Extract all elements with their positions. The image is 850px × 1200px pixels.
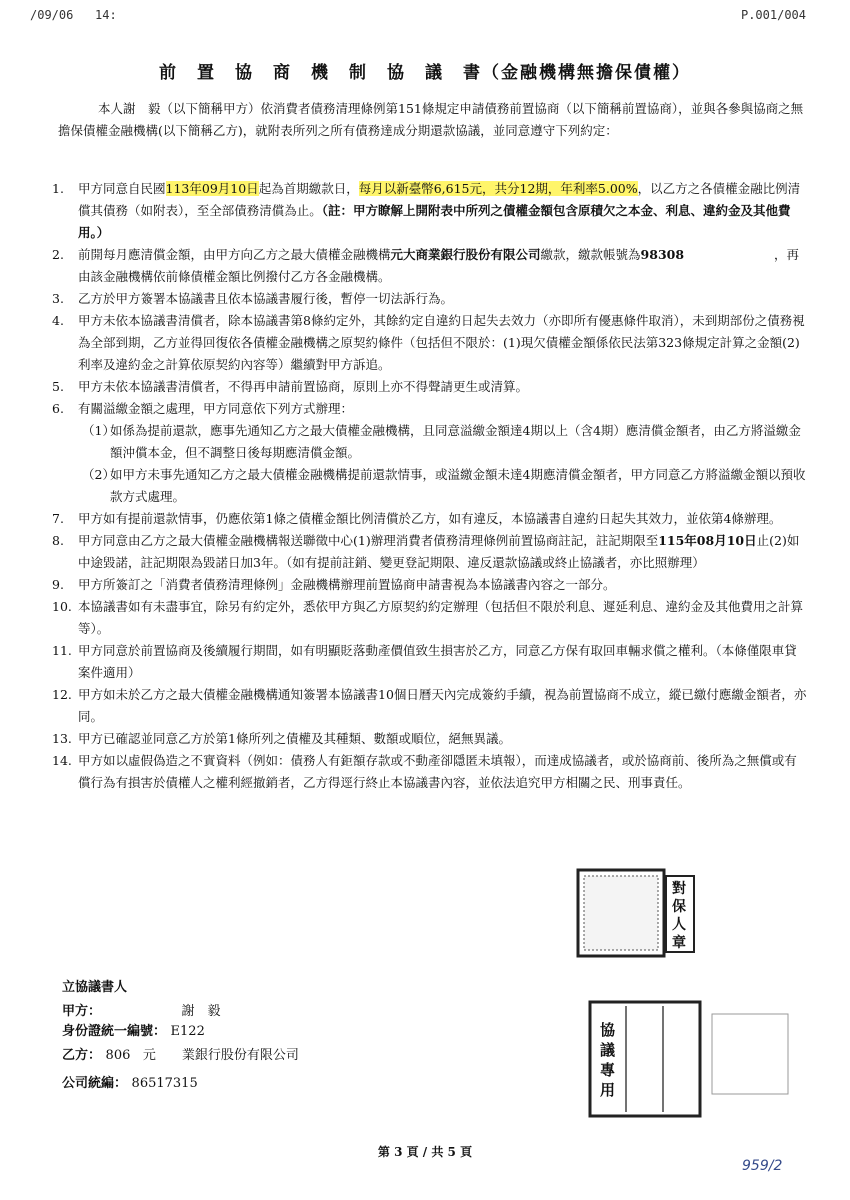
bank-seal-stamp [588,1000,793,1120]
item-2: 2. 前開每月應清償金額，由甲方向乙方之最大債權金融機構元大商業銀行股份有限公司繳款，繳款帳號為98308 ，再由該金融機構依前條債權金額比例撥付乙方各金融機構。 [58,244,808,288]
fax-header-page: P.001/004 [740,8,806,22]
item-6: 6. 有關溢繳金額之處理，甲方同意依下列方式辦理： [52,401,354,416]
payment-terms: 每月以新臺幣6,615元，共分12期，年利率5.00% [358,181,638,196]
item-3: 3. 乙方於甲方簽署本協議書且依本協議書履行後，暫停一切法訴行為。 [52,291,454,306]
company-number-value: 86517315 [131,1076,198,1091]
account-number: 98308 [640,247,685,262]
id-number-row: 身份證統一編號： E122 [62,1024,205,1039]
company-number-row: 公司統編： 86517315 [62,1076,198,1091]
bank-name: 元大商業銀行股份有限公司 [390,247,541,262]
item-9: 9. 甲方所簽訂之「消費者債務清理條例」金融機構辦理前置協商申請書視為本協議書內容之一部分。 [52,577,616,592]
signatories-heading: 立協議書人 [62,980,128,995]
item-8: 8. 甲方同意由乙方之最大債權金融機構報送聯徵中心(1)辦理消費者債務清理條例前置協商註記，註記期限至115年08月10日止(2)如中途毀諾，註記期限為毀諾日加3年。（如有提前註銷、變更登記期限、違反還款協議或終止協議者，亦比照辦理） [52,533,800,570]
party-b-row: 乙方： 806 元 業銀行股份有限公司 [62,1048,299,1063]
item-7: 7. 甲方如有提前還款情事，仍應依第1條之債權金額比例清償於乙方，如有違反，本協議書自違約日起失其效力，並依第4條辦理。 [52,511,782,526]
first-payment-date: 113年09月10日 [165,181,259,196]
page-number: 第 3 頁 / 共 5 頁 [377,1145,473,1159]
party-a-name: 謝 毅 [181,1004,221,1019]
document-title: 前 置 協 商 機 制 協 議 書（金融機構無擔保債權） [159,63,691,83]
item-13: 13. 甲方已確認並同意乙方於第1條所列之債權及其種類、數額或順位，絕無異議。 [52,731,511,746]
id-number-value: E122 [170,1024,205,1039]
fax-header-date: /09/06 14: [30,8,117,22]
item-6-sub-1: （1） 如係為提前還款，應事先通知乙方之最大債權金融機構，且同意溢繳金額達4期以上（含4期）應清償金額者，由乙方將溢繳金額沖償本金，但不調整日後每期應清償金額。 [82,423,801,460]
item-11: 11. 甲方同意於前置協商及後續履行期間，如有明顯貶落動產價值致生損害於乙方，同意乙方保有取回車輛求償之權利。（本條僅限車貸案件適用） [52,643,797,680]
guarantor-seal-label: 對保人章 [672,881,686,951]
bank-seal-label: 協議專用 [600,1021,616,1099]
item-4: 4. 甲方未依本協議書清償者，除本協議書第8條約定外，其餘約定自違約日起失去效力（亦即所有優惠條件取消），未到期部份之債務視為全部到期，乙方並得回復依各債權金融機構之原契約條件（包括但不限於：(1)現欠債權金額係依民法第323條規定計算之金額(2)利率及違約金之計算依原契約內容等）繼續對甲方訴追。 [52,313,805,372]
party-b-code: 806 [105,1048,131,1063]
handwritten-note: 959/2 [742,1158,783,1174]
party-b-name: 元 業銀行股份有限公司 [142,1048,299,1063]
registration-deadline: 115年08月10日 [658,533,757,548]
item-14: 14. 甲方如以虛假偽造之不實資料（例如：債務人有鉅額存款或不動產卻隱匿未填報），而達成協議者，或於協商前、後所為之無償或有償行為有損害於債權人之權利經撤銷者，乙方得逕行終止本協議書內容，並依法追究甲方相關之民、刑事責任。 [52,753,797,790]
item-5: 5. 甲方未依本協議書清償者，不得再申請前置協商，原則上亦不得聲請更生或清算。 [52,379,529,394]
item-1: 1. 甲方同意自民國113年09月10日起為首期繳款日，每月以新臺幣6,615元，共分12期，年利率5.00%，以乙方之各債權金融比例清償其債務（如附表），至全部債務清償為止。（註：甲方瞭解上開附表中所列之債權金額包含原積欠之本金、利息、違約金及其他費用。） [52,181,801,240]
item-6-sub-2: （2） 如甲方未事先通知乙方之最大債權金融機構提前還款情事，或溢繳金額未達4期應清償金額者，甲方同意乙方將溢繳金額以預收款方式處理。 [82,467,806,504]
item-10: 10. 本協議書如有未盡事宜，除另有約定外，悉依甲方與乙方原契約約定辦理（包括但不限於利息、遲延利息、違約金及其他費用之計算等）。 [52,599,804,636]
item-12: 12. 甲方如未於乙方之最大債權金融機構通知簽署本協議書10個日曆天內完成簽約手續，視為前置協商不成立，縱已繳付應繳金額者，亦同。 [52,687,807,724]
intro-paragraph: 本人謝 毅（以下簡稱甲方）依消費者債務清理條例第151條規定申請債務前置協商（以下簡稱前置協商），並與各參與協商之無擔保債權金融機構(以下簡稱乙方)，就附表所列之所有債務達成分期還款協議，並同意遵守下列約定： [58,101,804,138]
guarantor-seal-stamp [576,868,696,958]
agreement-items [52,178,808,794]
party-a-row: 甲方： 謝 毅 [62,1004,221,1019]
